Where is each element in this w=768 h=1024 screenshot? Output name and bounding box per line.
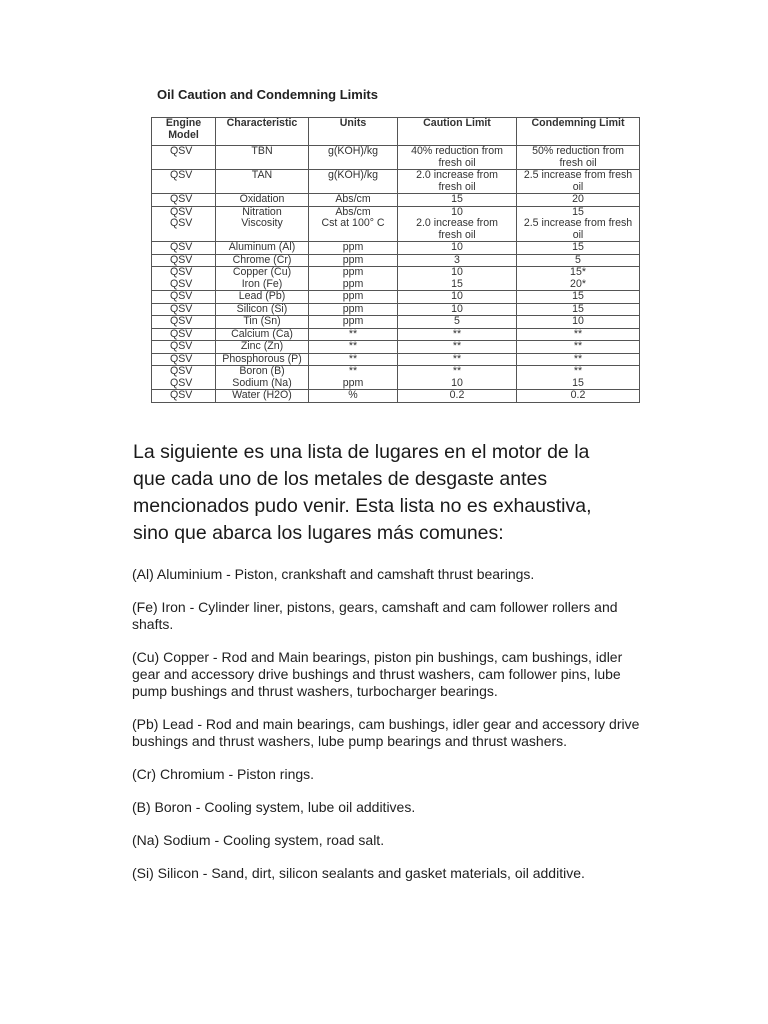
cell-line: QSV: [170, 327, 193, 340]
table-cell-characteristic: [216, 170, 309, 194]
table-row: [152, 267, 640, 291]
table-cell-units: [309, 194, 398, 207]
cell-line: g(KOH)/kg: [327, 169, 379, 181]
cell-line: 10: [451, 290, 463, 302]
table-cell-characteristic: [216, 146, 309, 170]
table-row: [152, 316, 640, 329]
list-item: (Cr) Chromium - Piston rings.: [132, 766, 315, 782]
header-units: Units: [309, 118, 398, 146]
cell-line: **: [348, 327, 358, 340]
table-cell-units: [309, 353, 398, 366]
cell-line: **: [452, 327, 462, 340]
table-cell-caution: [398, 206, 517, 242]
cell-line: QSV: [170, 217, 193, 229]
cell-line: QSV: [170, 253, 193, 266]
table-cell-units: [309, 366, 398, 390]
cell-line: 15: [572, 376, 584, 389]
table-row: [152, 194, 640, 207]
table-cell-caution: [398, 254, 517, 267]
table-cell-condemning: [517, 303, 640, 316]
table-cell-condemning: [517, 328, 640, 341]
header-caution-limit: Caution Limit: [398, 118, 517, 146]
cell-line: 40% reduction from: [411, 145, 503, 157]
cell-line: ppm: [342, 315, 364, 327]
table-cell-condemning: [517, 242, 640, 255]
list-item: (Na) Sodium - Cooling system, road salt.: [132, 832, 385, 848]
cell-line: TAN: [251, 169, 273, 181]
cell-line: Lead (Pb): [238, 290, 286, 302]
cell-line: **: [452, 340, 462, 352]
table-cell-condemning: [517, 170, 640, 194]
cell-line: 3: [454, 253, 460, 266]
table-row: [152, 146, 640, 170]
cell-line: ppm: [342, 241, 364, 253]
cell-line: Viscosity: [241, 217, 283, 229]
cell-line: QSV: [170, 389, 193, 401]
cell-line: QSV: [170, 266, 193, 278]
table-cell-caution: [398, 328, 517, 341]
cell-line: 2.5 increase from fresh: [523, 169, 633, 181]
table-cell-units: [309, 170, 398, 194]
cell-line: QSV: [170, 340, 193, 352]
cell-line: 15: [572, 205, 584, 218]
table-cell-characteristic: [216, 291, 309, 304]
table-row: [152, 353, 640, 366]
table-cell-condemning: [517, 146, 640, 170]
table-cell-model: [152, 206, 216, 242]
table-cell-caution: [398, 170, 517, 194]
table-cell-units: [309, 206, 398, 242]
cell-line: QSV: [170, 315, 193, 327]
cell-line: **: [452, 352, 462, 365]
table-cell-characteristic: [216, 254, 309, 267]
table-cell-condemning: [517, 353, 640, 366]
table-cell-units: [309, 316, 398, 329]
table-cell-condemning: [517, 206, 640, 242]
table-cell-condemning: [517, 194, 640, 207]
cell-line: ppm: [342, 376, 364, 389]
table-cell-model: [152, 390, 216, 403]
table-cell-characteristic: [216, 194, 309, 207]
table-row: [152, 170, 640, 194]
table-cell-caution: [398, 390, 517, 403]
table-cell-model: [152, 341, 216, 354]
cell-line: 10: [451, 241, 463, 253]
table-cell-condemning: [517, 366, 640, 390]
cell-line: Abs/cm: [335, 193, 371, 205]
cell-line: **: [573, 365, 583, 377]
table-cell-model: [152, 242, 216, 255]
table-cell-model: [152, 254, 216, 267]
table-cell-characteristic: [216, 242, 309, 255]
cell-line: 10: [451, 266, 463, 278]
table-row: [152, 242, 640, 255]
cell-line: 2.0 increase from: [416, 217, 498, 229]
cell-line: Oxidation: [239, 193, 285, 205]
cell-line: Zinc (Zn): [240, 340, 284, 352]
table-cell-characteristic: [216, 303, 309, 316]
list-item: (Al) Aluminium - Piston, crankshaft and camshaft thrust bearings.: [132, 566, 535, 582]
table-cell-characteristic: [216, 390, 309, 403]
cell-line: **: [348, 365, 358, 377]
table-cell-model: [152, 291, 216, 304]
header-characteristic: Characteristic: [216, 118, 309, 146]
cell-line: Copper (Cu): [232, 266, 292, 278]
table-cell-units: [309, 341, 398, 354]
cell-line: 15: [451, 277, 463, 290]
cell-line: Phosphorous (P): [222, 352, 302, 365]
cell-line: ppm: [342, 290, 364, 302]
cell-line: QSV: [170, 290, 193, 302]
cell-line: Water (H2O): [232, 389, 292, 401]
cell-line: Boron (B): [239, 365, 285, 377]
table-title: Oil Caution and Condemning Limits: [157, 87, 378, 102]
table-row: [152, 328, 640, 341]
table-cell-caution: [398, 291, 517, 304]
table-cell-condemning: [517, 254, 640, 267]
cell-line: 5: [454, 315, 460, 327]
table-cell-model: [152, 328, 216, 341]
table-cell-condemning: [517, 316, 640, 329]
cell-line: g(KOH)/kg: [327, 145, 379, 157]
cell-line: QSV: [170, 193, 193, 205]
cell-line: **: [573, 327, 583, 340]
cell-line: Tin (Sn): [243, 315, 281, 327]
table-cell-model: [152, 267, 216, 291]
cell-line: 2.5 increase from fresh: [523, 217, 633, 229]
table-cell-condemning: [517, 341, 640, 354]
cell-line: 10: [451, 205, 463, 218]
cell-line: 15: [572, 241, 584, 253]
table-cell-units: [309, 267, 398, 291]
cell-line: QSV: [170, 352, 193, 365]
cell-line: 50% reduction from: [532, 145, 624, 157]
cell-line: 15: [572, 290, 584, 302]
cell-line: 15: [451, 193, 463, 205]
table-cell-characteristic: [216, 353, 309, 366]
cell-line: %: [348, 389, 358, 401]
cell-line: 10: [451, 376, 463, 389]
table-row: [152, 206, 640, 242]
cell-line: ppm: [342, 253, 364, 266]
limits-table: [151, 117, 640, 403]
header-condemning-limit: Condemning Limit: [517, 118, 640, 146]
table-cell-characteristic: [216, 328, 309, 341]
table-cell-characteristic: [216, 341, 309, 354]
cell-line: TBN: [251, 145, 273, 157]
table-cell-caution: [398, 194, 517, 207]
cell-line: 20*: [570, 277, 586, 290]
table-row: [152, 291, 640, 304]
list-item: (Cu) Copper - Rod and Main bearings, piston pin bushings, cam bushings, idler gear and accessory drive bushings and thrust washers, cam follower pins, lube pump bushings and thrust washers, turbocharger bearings.: [132, 649, 623, 699]
table-row: [152, 341, 640, 354]
list-item: (B) Boron - Cooling system, lube oil additives.: [132, 799, 416, 815]
table-cell-units: [309, 146, 398, 170]
table-cell-units: [309, 303, 398, 316]
cell-line: Calcium (Ca): [231, 327, 293, 340]
cell-line: 10: [572, 315, 584, 327]
table-cell-caution: [398, 267, 517, 291]
cell-line: fresh oil: [438, 180, 476, 193]
table-cell-condemning: [517, 267, 640, 291]
cell-line: QSV: [170, 277, 193, 290]
cell-line: QSV: [170, 302, 193, 315]
table-cell-model: [152, 194, 216, 207]
cell-line: Sodium (Na): [232, 376, 292, 389]
cell-line: 2.0 increase from: [416, 169, 498, 181]
cell-line: Nitration: [242, 205, 282, 218]
cell-line: 20: [572, 193, 584, 205]
table-cell-characteristic: [216, 316, 309, 329]
list-item: (Fe) Iron - Cylinder liner, pistons, gears, camshaft and cam follower rollers and shafts.: [132, 599, 618, 632]
table-cell-caution: [398, 353, 517, 366]
cell-line: Abs/cm: [335, 205, 371, 218]
cell-line: oil: [572, 180, 584, 193]
table-row: [152, 390, 640, 403]
table-cell-model: [152, 316, 216, 329]
cell-line: ppm: [342, 302, 364, 315]
table-body: [152, 146, 640, 403]
table-cell-caution: [398, 366, 517, 390]
cell-line: ppm: [342, 277, 364, 290]
list-item: (Si) Silicon - Sand, dirt, silicon sealants and gasket materials, oil additive.: [132, 865, 585, 881]
table-cell-units: [309, 254, 398, 267]
cell-line: oil: [572, 228, 584, 241]
table-cell-model: [152, 303, 216, 316]
cell-line: fresh oil: [438, 228, 476, 241]
cell-line: QSV: [170, 241, 193, 253]
table-cell-units: [309, 291, 398, 304]
cell-line: **: [573, 340, 583, 352]
table-cell-caution: [398, 242, 517, 255]
table-cell-model: [152, 366, 216, 390]
cell-line: 5: [575, 253, 581, 266]
table-cell-caution: [398, 146, 517, 170]
table-cell-characteristic: [216, 206, 309, 242]
cell-line: QSV: [170, 365, 193, 377]
cell-line: Silicon (Si): [236, 302, 288, 315]
cell-line: **: [452, 365, 462, 377]
cell-line: 0.2: [570, 389, 586, 401]
table-row: [152, 303, 640, 316]
cell-line: **: [573, 352, 583, 365]
intro-paragraph: La siguiente es una lista de lugares en el motor de la que cada uno de los metales de desgaste antes mencionados pudo venir. Esta lista no es exhaustiva, sino que abarca los lugares más comunes:: [133, 441, 592, 544]
table-cell-caution: [398, 303, 517, 316]
table-cell-caution: [398, 316, 517, 329]
table-cell-model: [152, 146, 216, 170]
cell-line: 0.2: [449, 389, 465, 401]
cell-line: **: [348, 340, 358, 352]
table-cell-units: [309, 328, 398, 341]
table-cell-units: [309, 242, 398, 255]
cell-line: QSV: [170, 169, 193, 181]
table-row: [152, 366, 640, 390]
table-cell-characteristic: [216, 267, 309, 291]
table-header-row: [152, 118, 640, 146]
cell-line: Aluminum (Al): [228, 241, 296, 253]
cell-line: ppm: [342, 266, 364, 278]
cell-line: QSV: [170, 376, 193, 389]
table-cell-condemning: [517, 291, 640, 304]
table-cell-caution: [398, 341, 517, 354]
cell-line: QSV: [170, 205, 193, 218]
cell-line: Chrome (Cr): [232, 253, 292, 266]
cell-line: fresh oil: [559, 156, 597, 169]
table-cell-condemning: [517, 390, 640, 403]
table-cell-characteristic: [216, 366, 309, 390]
cell-line: **: [348, 352, 358, 365]
cell-line: QSV: [170, 145, 193, 157]
table-row: [152, 254, 640, 267]
cell-line: 15: [572, 302, 584, 315]
cell-line: 10: [451, 302, 463, 315]
table-cell-model: [152, 170, 216, 194]
cell-line: 15*: [570, 266, 586, 278]
cell-line: Iron (Fe): [241, 277, 283, 290]
table-cell-model: [152, 353, 216, 366]
wear-metal-sources-list: [132, 566, 642, 882]
cell-line: fresh oil: [438, 156, 476, 169]
table-cell-units: [309, 390, 398, 403]
cell-line: Cst at 100° C: [321, 217, 385, 229]
list-item: (Pb) Lead - Rod and main bearings, cam bushings, idler gear and accessory drive bushings and thrust washers, lube pump bearings and thrust washers.: [132, 716, 640, 749]
header-engine-model: Engine Model: [152, 118, 216, 146]
